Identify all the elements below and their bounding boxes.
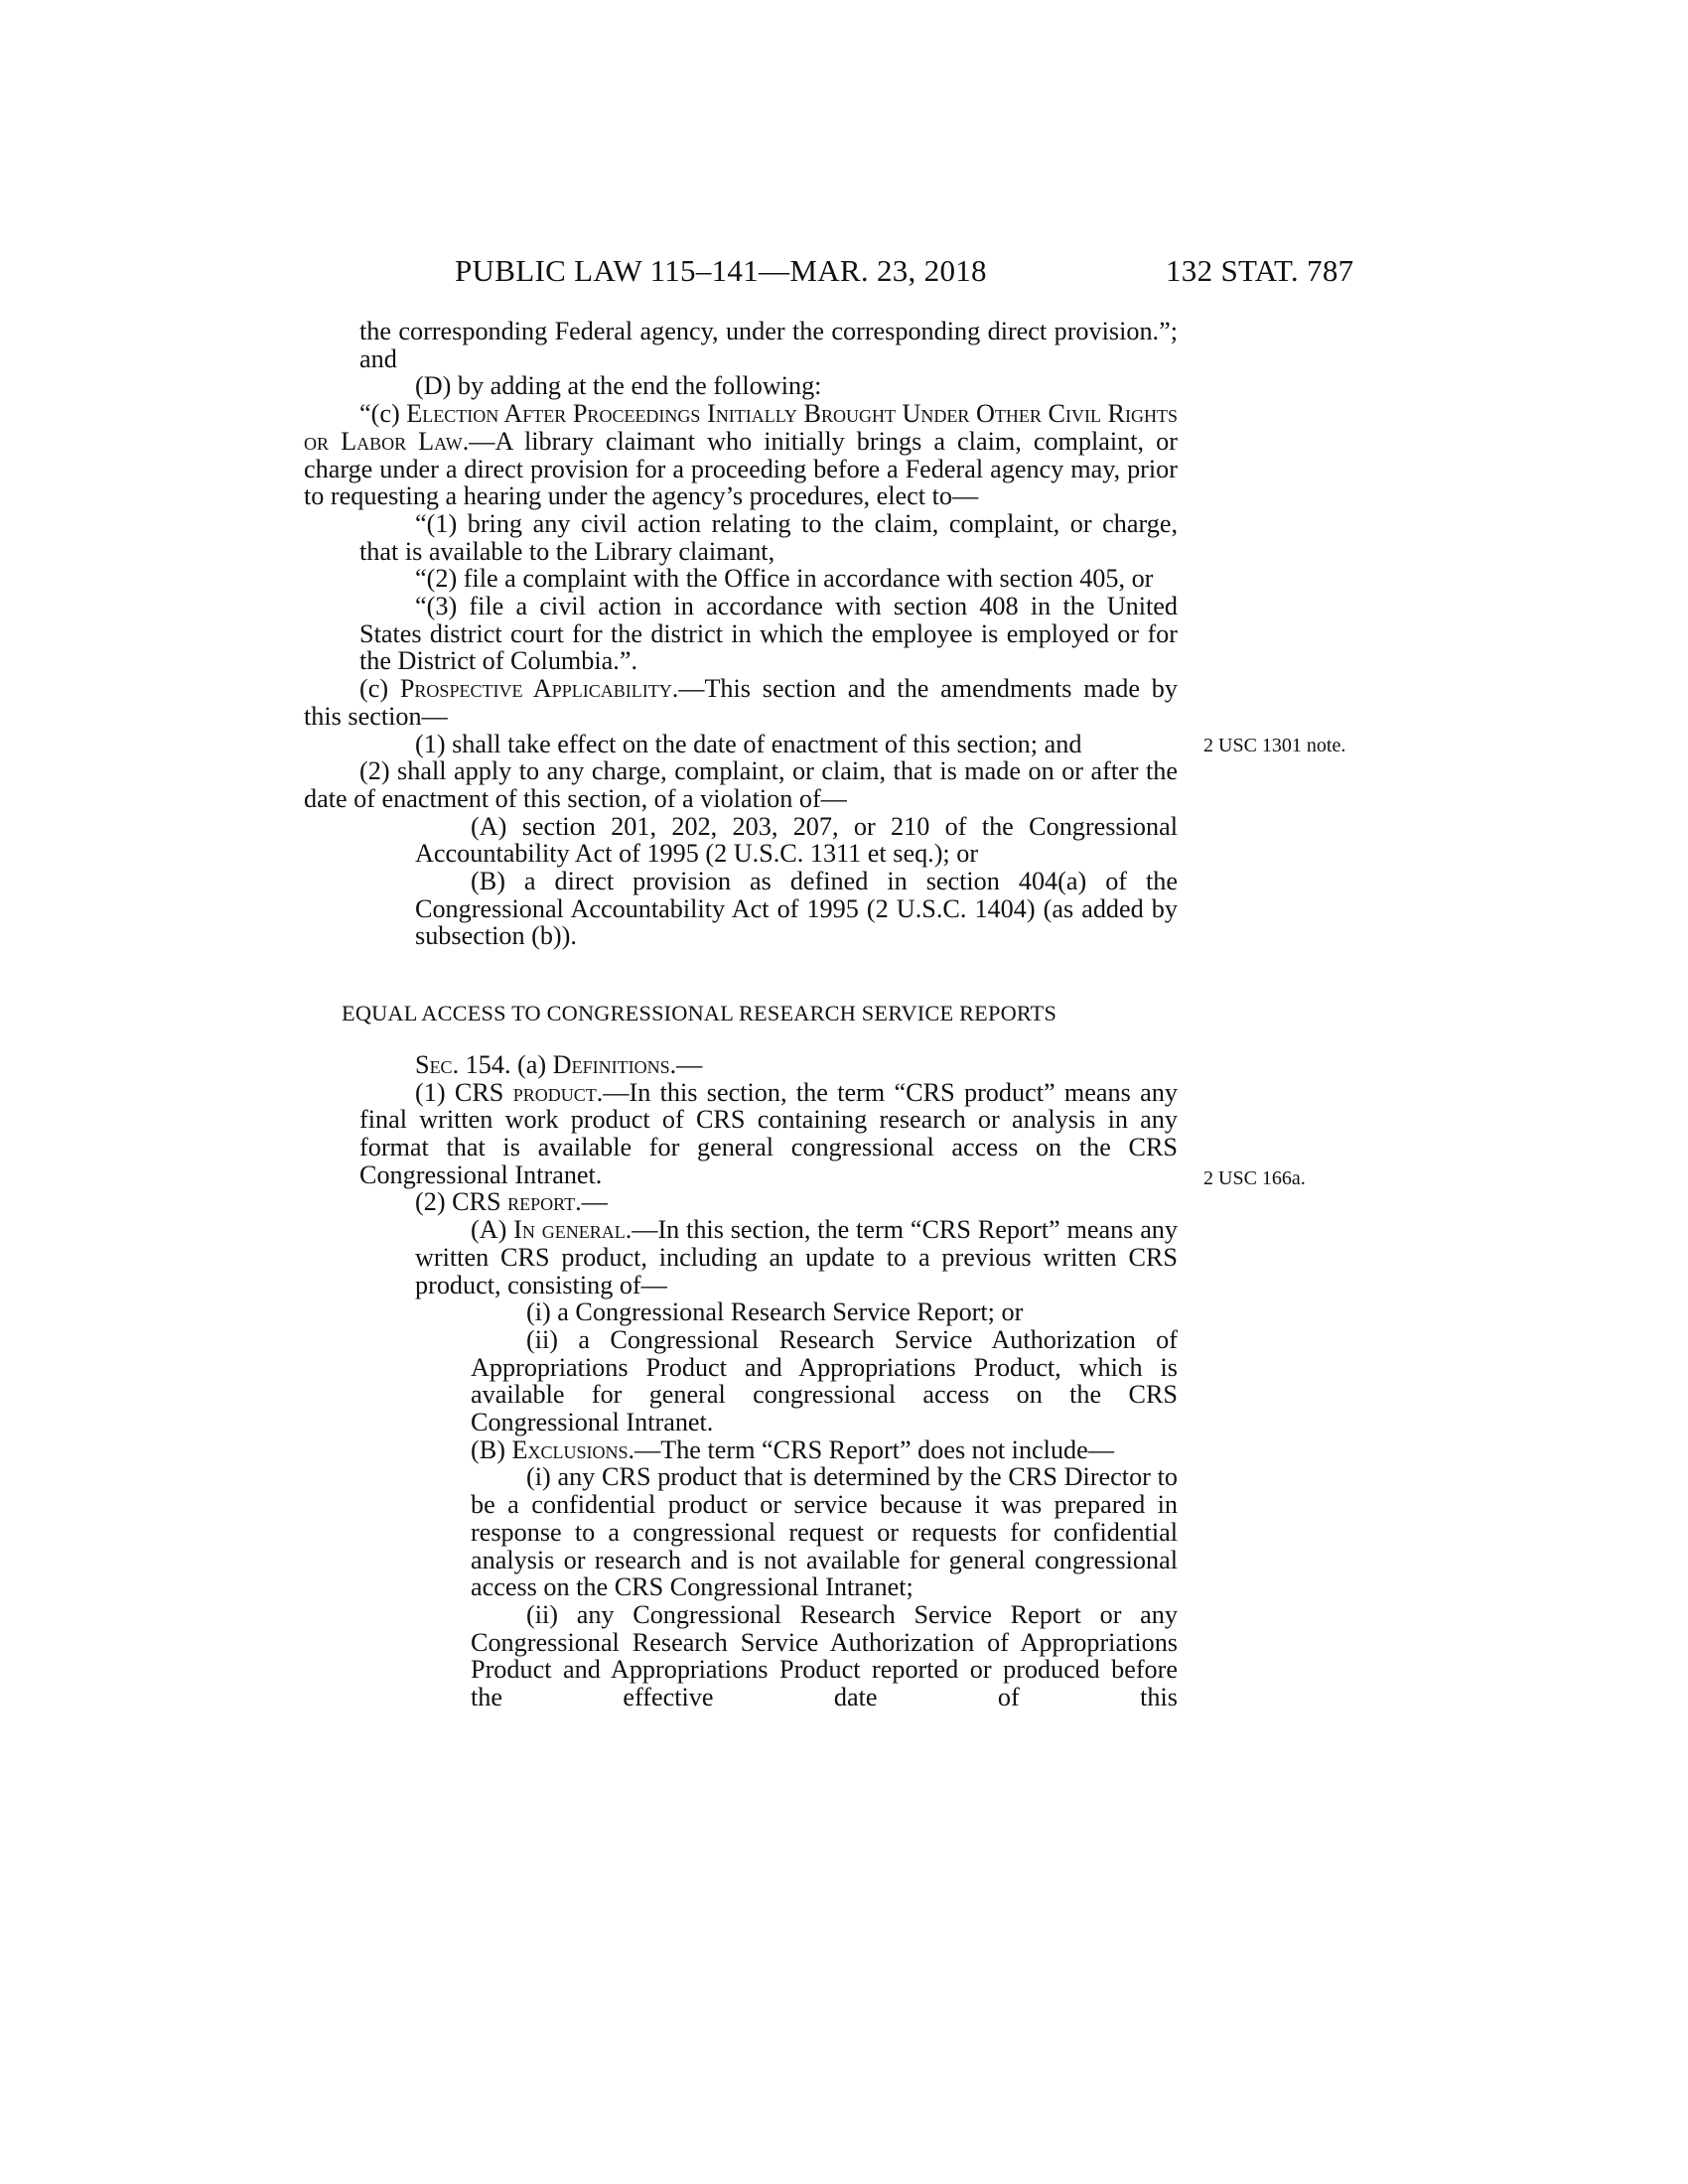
paragraph-prospective-2a: (A) section 201, 202, 203, 207, or 210 of the Congressional Accountability Act of 1995 (2 U.S.C. 1311 et seq.); or xyxy=(415,811,1178,869)
in-general-caption: In general. xyxy=(513,1215,633,1245)
paragraph-sec-154 xyxy=(304,1051,1178,1079)
paragraph-c-election-caption: Election After Proceedings Initially Brought Under Other Civil Rights or Labor Law. xyxy=(304,399,1178,456)
crs-report-caption: report. xyxy=(507,1187,582,1217)
paragraph-election-3: “(3) file a civil action in accordance with section 408 in the United States district court for the district in which the employee is employed or for the District of Columbia.”. xyxy=(359,592,1178,676)
paragraph-exclusions-i: (i) any CRS product that is determined by the CRS Director to be a confidential product or service because it was prepared in response to a congressional request or requests for confidential analysis or research and is not available for general congressional access on the CRS Congressional Intranet; xyxy=(471,1462,1178,1602)
paragraph-d-adding: (D) by adding at the end the following: xyxy=(415,371,822,401)
paragraph-c-prospective-body: —This section and the amendments made by this section— xyxy=(304,674,1178,731)
sec-definitions-dash: — xyxy=(676,1049,703,1079)
exclusions-body: —The term “CRS Report” does not include— xyxy=(634,1434,1114,1464)
paragraph-election-1: “(1) bring any civil action relating to the claim, complaint, or charge, that is available to the Library claimant, xyxy=(359,508,1178,566)
margin-note-usc-1301: 2 USC 1301 note. xyxy=(1203,735,1346,756)
exclusions-open: (B) xyxy=(471,1434,512,1464)
page-number: 132 STAT. 787 xyxy=(1166,253,1354,288)
crs-product-open: (1) CRS xyxy=(415,1077,513,1107)
crs-product-caption: product. xyxy=(512,1077,604,1107)
paragraph-c-election-open: “(c) xyxy=(359,399,407,429)
crs-report-dash: — xyxy=(581,1187,608,1217)
paragraph-prospective-2: (2) shall apply to any charge, complaint, or claim, that is made on or after the date of enactment of this section, of a violation of— xyxy=(304,756,1178,813)
sec-number: 154. (a) xyxy=(459,1049,553,1079)
paragraph-c-prospective xyxy=(304,675,1178,730)
paragraph-c-election xyxy=(304,400,1178,510)
sec-definitions-caption: Definitions. xyxy=(552,1049,677,1079)
paragraph-prospective-1: (1) shall take effect on the date of enactment of this section; and xyxy=(415,729,1082,758)
paragraph-election-2: “(2) file a complaint with the Office in accordance with section 405, or xyxy=(415,564,1154,594)
running-header-title: PUBLIC LAW 115–141—MAR. 23, 2018 xyxy=(455,253,987,288)
section-heading-crs-reports: EQUAL ACCESS TO CONGRESSIONAL RESEARCH SERVICE REPORTS xyxy=(342,1001,1057,1026)
paragraph-in-general-ii: (ii) a Congressional Research Service Authorization of Appropriations Product and Appropriations Product, which is available for general congressional access on the CRS Congressional Intranet. xyxy=(471,1324,1178,1437)
paragraph-c-prospective-caption: Prospective Applicability. xyxy=(399,674,679,704)
exclusions-caption: Exclusions. xyxy=(511,1434,635,1464)
paragraph-c-election-body: —A library claimant who initially brings a claim, complaint, or charge under a direct provision for a proceeding before a Federal agency may, prior to requesting a hearing under the agency’s procedures, elect to— xyxy=(304,426,1178,511)
paragraph-crs-product xyxy=(304,1079,1178,1189)
margin-note-usc-166a: 2 USC 166a. xyxy=(1203,1167,1306,1189)
sec-label: Sec. xyxy=(415,1049,460,1079)
document-body xyxy=(304,318,1178,1711)
paragraph-exclusions xyxy=(304,1436,1178,1464)
paragraph-exclusions-ii: (ii) any Congressional Research Service Report or any Congressional Research Service Authorization of Appropriations Product and Appropriations Product reported or produced before the effective date of this xyxy=(471,1599,1178,1712)
paragraph-c-prospective-open: (c) xyxy=(359,674,400,704)
crs-report-open: (2) CRS xyxy=(415,1187,508,1217)
in-general-open: (A) xyxy=(471,1215,514,1245)
paragraph-crs-report xyxy=(304,1188,1178,1216)
paragraph-agency-provision: the corresponding Federal agency, under the corresponding direct provision.”; and xyxy=(359,317,1178,373)
crs-product-body: —In this section, the term “CRS product” means any final written work product of CRS containing research or analysis in any format that is available for general congressional access on the CRS Congressional Intranet. xyxy=(359,1077,1178,1189)
in-general-body: —In this section, the term “CRS Report” means any written CRS product, including an update to a previous written CRS product, consisting of— xyxy=(415,1215,1178,1299)
paragraph-in-general xyxy=(304,1216,1178,1298)
paragraph-in-general-i: (i) a Congressional Research Service Report; or xyxy=(526,1297,1024,1327)
paragraph-prospective-2b: (B) a direct provision as defined in section 404(a) of the Congressional Accountability Act of 1995 (2 U.S.C. 1404) (as added by subsection (b)). xyxy=(415,867,1178,951)
